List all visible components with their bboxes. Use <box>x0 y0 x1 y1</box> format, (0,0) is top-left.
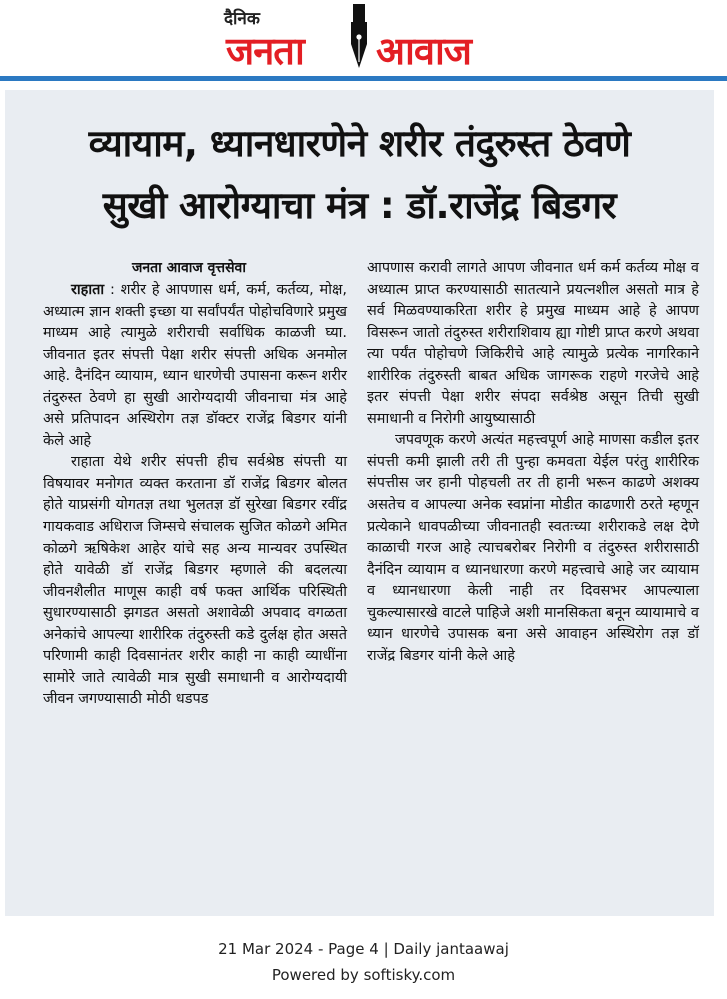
dateline-place: राहाता <box>71 282 105 298</box>
footer-date-line: 21 Mar 2024 - Page 4 | Daily jantaawaj <box>218 940 509 958</box>
footer-powered-by: Powered by softisky.com <box>271 966 456 984</box>
byline: जनता आवाज वृत्तसेवा <box>132 260 246 276</box>
masthead-title-left: जनता <box>226 29 304 73</box>
headline-line-1: व्यायाम, ध्यानधारणेने शरीर तंदुरुस्त ठेवणे <box>88 122 631 165</box>
paragraph <box>43 280 347 452</box>
newspaper-clipping <box>5 90 714 916</box>
paragraph: आपणास करावी लागते आपण जीवनात धर्म कर्म कर्तव्य मोक्ष व अध्यात्म प्राप्त करण्यासाठी सातत्याने प्रयत्नशील असतो मात्र हे सर्व मिळवण्याकरिता शरीर हे प्रमुख माध्यम आहे हे आपण विसरून जातो तंदुरुस्त शरीराशिवाय ह्या गोष्टी प्राप्त करणे अथवा त्या पर्यंत पोहोचणे जिकिरीचे आहे त्यामुळे प्रत्येक नागरिकाने शारीरिक तंदुरुस्ती बाबत अधिक जागरूक राहणे गरजेचे आहे इतर संपत्ती पेक्षा शरीर संपदा सर्वश्रेष्ठ असून तिची सुखी समाधानी व निरोगी आयुष्यासाठी <box>367 260 699 427</box>
masthead-rule <box>0 76 727 81</box>
article-column-left <box>43 280 347 711</box>
masthead-title-right: आवाज <box>376 29 472 73</box>
fountain-pen-nib-icon <box>344 4 374 68</box>
headline-line-2: सुखी आरोग्याचा मंत्र : डॉ.राजेंद्र बिडगर <box>102 184 617 227</box>
masthead-small-text: दैनिक <box>224 9 260 29</box>
masthead <box>0 0 727 80</box>
paragraph: राहाता येथे शरीर संपत्ती हीच सर्वश्रेष्ठ संपत्ती या विषयावर मनोगत व्यक्त करताना डॉ राजेंद्र बिडगर बोलत होते याप्रसंगी योगतज्ञ तथा भुलतज्ञ डॉ सुरेखा बिडगर रवींद्र गायकवाड अधिराज जिम्सचे संचालक सुजित कोळगे अमित कोळगे ऋषिकेश आहेर यांचे सह अन्य मान्यवर उपस्थित होते यावेळी डॉ राजेंद्र बिडगर म्हणाले की बदलत्या जीवनशैलीत माणूस काही वर्ष फक्त आर्थिक परिस्थिती सुधारण्यासाठी झगडत असतो अशावेळी अपवाद वगळता अनेकांचे आपल्या शारीरिक तंदुरुस्ती कडे दुर्लक्ष होत असते परिणामी काही दिवसानंतर शरीर काही ना काही व्याधींना सामोरे जाते त्यावेळी मात्र सुखी समाधानी व आरोग्यदायी जीवन जगण्यासाठी मोठी धडपड <box>43 454 347 708</box>
paragraph: जपवणूक करणे अत्यंत महत्त्वपूर्ण आहे माणसा कडील इतर संपत्ती कमी झाली तरी ती पुन्हा कमवता येईल परंतु शारीरिक संपत्तीस जर हानी पोहचली तर ती हानी भरून काढणे अशक्य असतेच व आपल्या अनेक स्वप्नांना मोडीत काढणारी ठरते म्हणून प्रत्येकाने धावपळीच्या जीवनातही स्वतःच्या शरीराकडे लक्ष देणे काळाची गरज आहे त्याचबरोबर निरोगी व तंदुरुस्त शरीरासाठी दैनंदिन व्यायाम व ध्यानधारणा करणे महत्त्वाचे आहे जर व्यायाम व ध्यानधारणा केली नाही तर दिवसभर आपल्याला चुकल्यासारखे वाटले पाहिजे अशी मानसिकता बनून व्यायामाचे व ध्यान धारणेचे उपासक बना असे आवाहन अस्थिरोग तज्ञ डॉ राजेंद्र बिडगर यांनी केले आहे <box>367 432 699 664</box>
paragraph-text: : शरीर हे आपणास धर्म, कर्म, कर्तव्य, मोक्ष, अध्यात्म ज्ञान शक्ती इच्छा या सर्वांपर्यंत पोहोचविणारे प्रमुख माध्यम आहे त्यामुळे शरीराची सर्वाधिक काळजी घ्या. जीवनात इतर संपत्ती पेक्षा शरीर संपत्ती अधिक अनमोल आहे. दैनंदिन व्यायाम, ध्यान धारणेची उपासना करून शरीर तंदुरुस्त ठेवणे हा सुखी आरोग्यदायी जीवनाचा मंत्र आहे असे प्रतिपादन अस्थिरोग तज्ञ डॉक्टर राजेंद्र बिडगर यांनी केले आहे <box>43 282 347 449</box>
article-column-right <box>367 258 699 667</box>
